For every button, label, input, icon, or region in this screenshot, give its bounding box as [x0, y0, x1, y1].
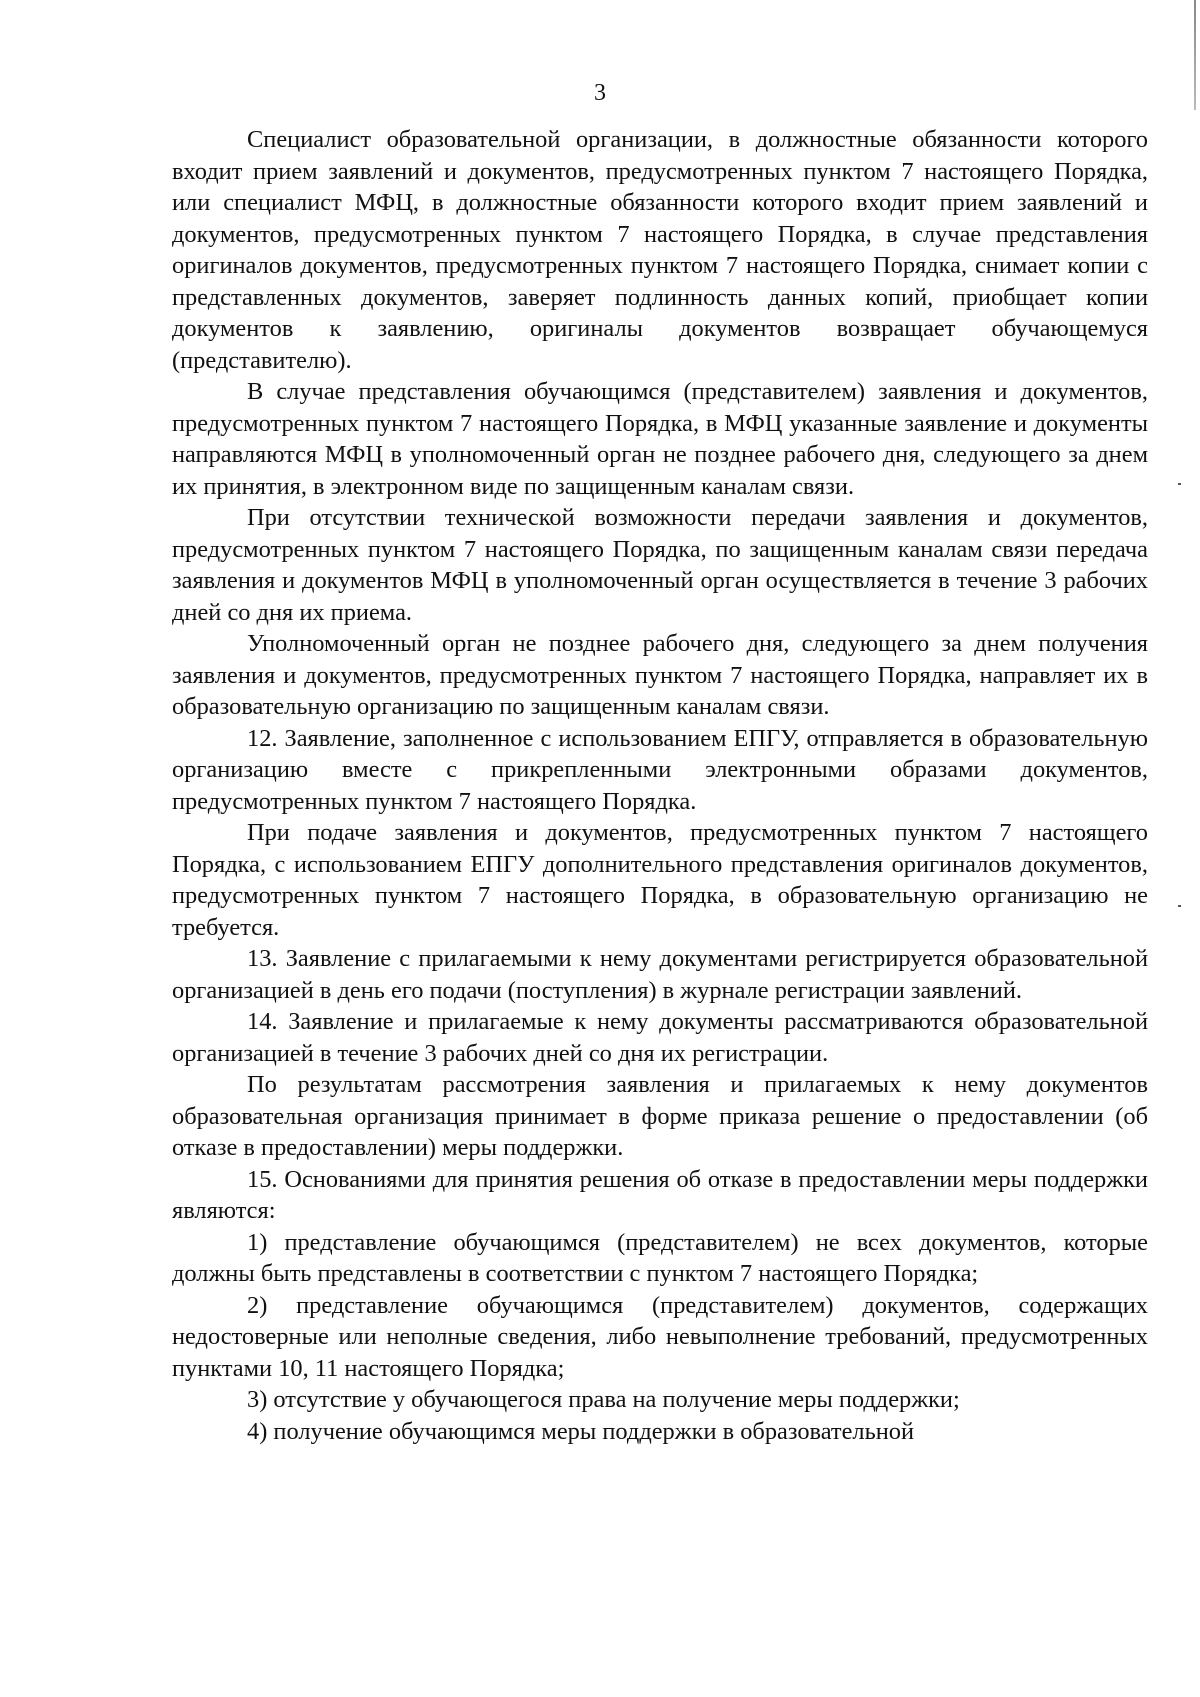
paragraph: При отсутствии технической возможности передачи заявления и документов, предусмотренных пунктом 7 настоящего Порядка, по защищенным каналам связи передача заявления и документов МФЦ в уполномоченный орган осуществляется в течение 3 рабочих дней со дня их приема.	[172, 504, 1148, 626]
list-item: 1) представление обучающимся (представителем) не всех документов, которые должны быть представлены в соответствии с пунктом 7 настоящего Порядка;	[172, 1228, 1148, 1287]
document-body	[172, 124, 1148, 1447]
list-item: 2) представление обучающимся (представителем) документов, содержащих недостоверные или неполные сведения, либо невыполнение требований, предусмотренных пунктами 10, 11 настоящего Порядка;	[172, 1291, 1148, 1382]
paragraph: При подаче заявления и документов, предусмотренных пунктом 7 настоящего Порядка, с использованием ЕПГУ дополнительного представления оригиналов документов, предусмотренных пунктом 7 настоящего Порядка, в образовательную организацию не требуется.	[172, 819, 1148, 941]
paragraph: 12. Заявление, заполненное с использованием ЕПГУ, отправляется в образовательную организацию вместе с прикрепленными электронными образами документов, предусмотренных пунктом 7 настоящего Порядка.	[172, 724, 1148, 815]
paragraph: 15. Основаниями для принятия решения об отказе в предоставлении меры поддержки являются:	[172, 1165, 1148, 1224]
paragraph: Уполномоченный орган не позднее рабочего дня, следующего за днем получения заявления и документов, предусмотренных пунктом 7 настоящего Порядка, направляет их в образовательную организацию по защищенным каналам связи.	[172, 630, 1148, 720]
scan-speck	[1178, 905, 1181, 907]
paragraph: 13. Заявление с прилагаемыми к нему документами регистрируется образовательной организацией в день его подачи (поступления) в журнале регистрации заявлений.	[172, 945, 1148, 1004]
paragraph: В случае представления обучающимся (представителем) заявления и документов, предусмотренных пунктом 7 настоящего Порядка, в МФЦ указанные заявление и документы направляются МФЦ в уполномоченный орган не позднее рабочего дня, следующего за днем их принятия, в электронном виде по защищенным каналам связи.	[172, 378, 1148, 500]
page-number: 3	[594, 80, 606, 106]
scan-speck	[1178, 483, 1181, 485]
list-item: 4) получение обучающимся меры поддержки в образовательной	[247, 1417, 915, 1445]
paragraph: Специалист образовательной организации, в должностные обязанности которого входит прием заявлений и документов, предусмотренных пунктом 7 настоящего Порядка, или специалист МФЦ, в должностные обязанности которого входит прием заявлений и документов, предусмотренных пунктом 7 настоящего Порядка, в случае представления оригиналов документов, предусмотренных пунктом 7 настоящего Порядка, снимает копии с представленных документов, заверяет подлинность данных копий, приобщает копии документов к заявлению, оригиналы документов возвращает обучающемуся (представителю).	[172, 126, 1148, 374]
paragraph: 14. Заявление и прилагаемые к нему документы рассматриваются образовательной организацией в течение 3 рабочих дней со дня их регистрации.	[172, 1008, 1148, 1067]
paragraph: По результатам рассмотрения заявления и прилагаемых к нему документов образовательная организация принимает в форме приказа решение о предоставлении (об отказе в предоставлении) меры поддержки.	[172, 1071, 1148, 1161]
list-item: 3) отсутствие у обучающегося права на получение меры поддержки;	[247, 1386, 960, 1413]
